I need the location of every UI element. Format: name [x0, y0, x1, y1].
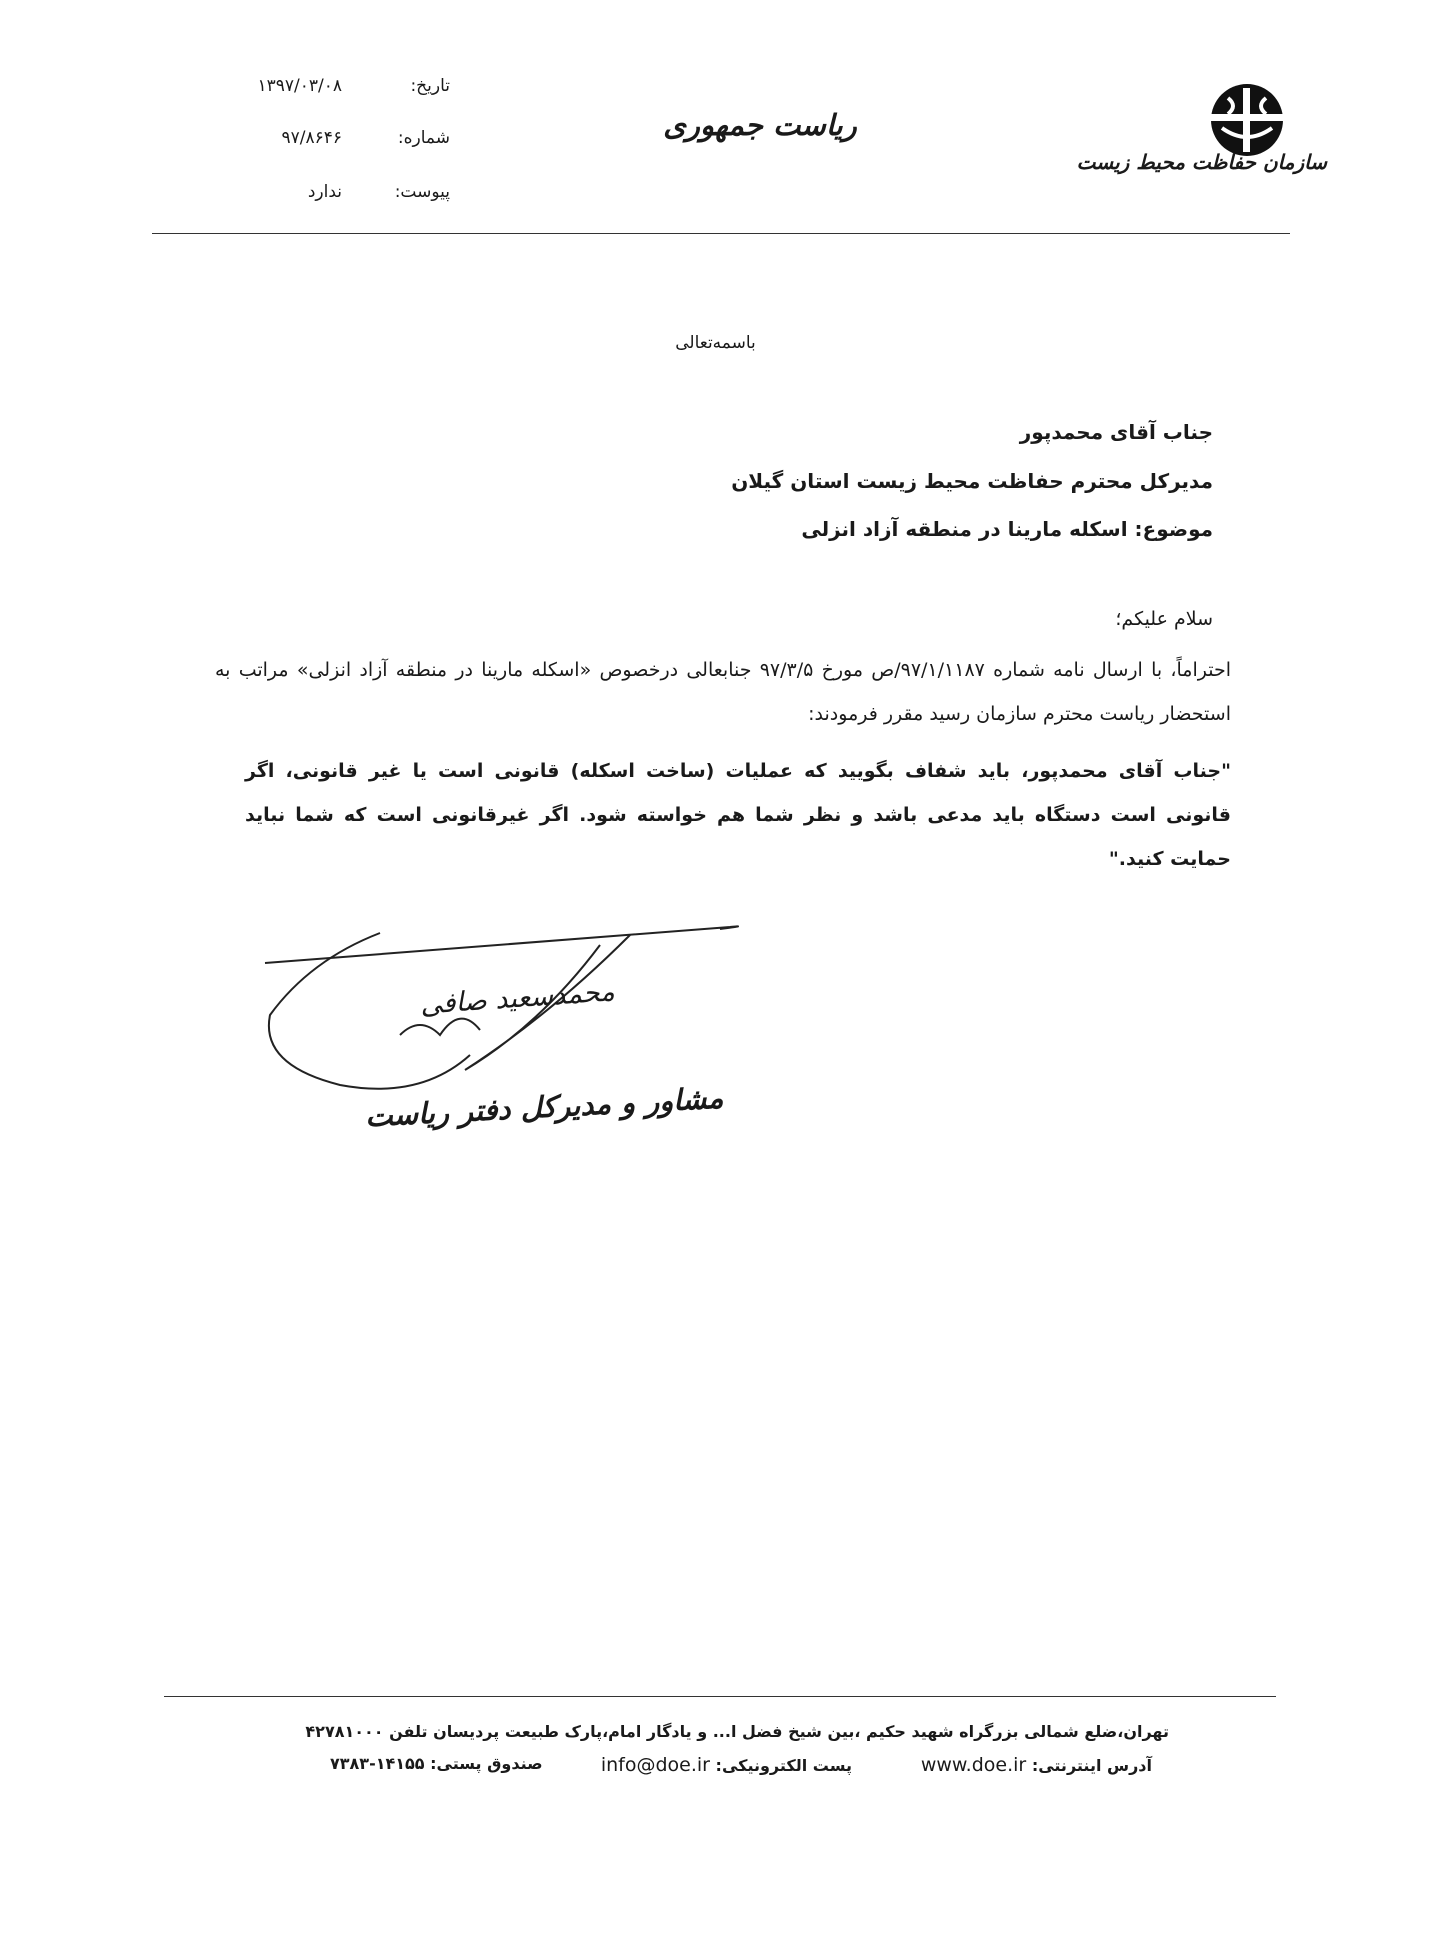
attachment-label: پیوست: [394, 182, 450, 202]
directive-quote: "جناب آقای محمدپور، باید شفاف بگویید که عملیات (ساخت اسکله) قانونی است یا غیر قانونی، اگر قانونی است دستگاه باید مدعی باشد و نظر شما هم خواسته شود. اگر غیرقانونی است که شما نباید حمایت کنید." [245, 760, 1231, 870]
addressee-name: جناب آقای محمدپور [1019, 420, 1213, 444]
body-paragraph: احتراماً، با ارسال نامه شماره ۹۷/۱/۱۱۸۷/ص مورخ ۹۷/۳/۵ جنابعالی درخصوص «اسکله مارینا در منطقه آزاد انزلی» مراتب به استحضار ریاست محترم سازمان رسید مقرر فرمودند: [215, 659, 1231, 725]
website-label: آدرس اینترنتی: [1031, 1756, 1152, 1775]
website-link[interactable]: www.doe.ir [920, 1754, 1027, 1776]
signatory-title: مشاور و مدیرکل دفتر ریاست [364, 1080, 725, 1134]
pobox-value: ۱۴۱۵۵-۷۳۸۳ [330, 1754, 425, 1773]
bismillah: باسمه‌تعالی [675, 333, 756, 353]
pobox-label: صندوق پستی: [430, 1754, 543, 1773]
email-label: پست الکترونیکی: [715, 1756, 852, 1775]
presidency-heading: ریاست جمهوری [663, 108, 857, 142]
date-label: تاریخ: [410, 76, 450, 96]
email-link[interactable]: info@doe.ir [600, 1754, 710, 1776]
attachment-value: ندارد [307, 182, 342, 202]
footer-divider [164, 1696, 1276, 1697]
number-value: ۹۷/۸۶۴۶ [281, 128, 342, 148]
number-label: شماره: [397, 128, 450, 148]
subject-line: موضوع: اسکله مارینا در منطقه آزاد انزلی [801, 517, 1213, 541]
date-value: ۱۳۹۷/۰۳/۰۸ [257, 76, 342, 96]
signatory-name: محمدسعید صافی [419, 976, 616, 1021]
org-name: سازمان حفاظت محیط زیست [1076, 150, 1327, 174]
footer-address: تهران،ضلع شمالی بزرگراه شهید حکیم ،بین شیخ فضل ا... و یادگار امام،پارک طبیعت پردیسان تلفن ۴۲۷۸۱۰۰۰ [305, 1722, 1169, 1741]
footer-email [601, 1754, 852, 1776]
greeting: سلام علیکم؛ [1115, 608, 1213, 630]
footer-pobox [330, 1754, 543, 1773]
signature-scribble-icon [250, 905, 750, 1175]
doe-logo-icon [1200, 80, 1295, 160]
addressee-title: مدیرکل محترم حفاظت محیط زیست استان گیلان [731, 469, 1213, 493]
footer-website [921, 1754, 1152, 1776]
header-divider [152, 233, 1290, 234]
